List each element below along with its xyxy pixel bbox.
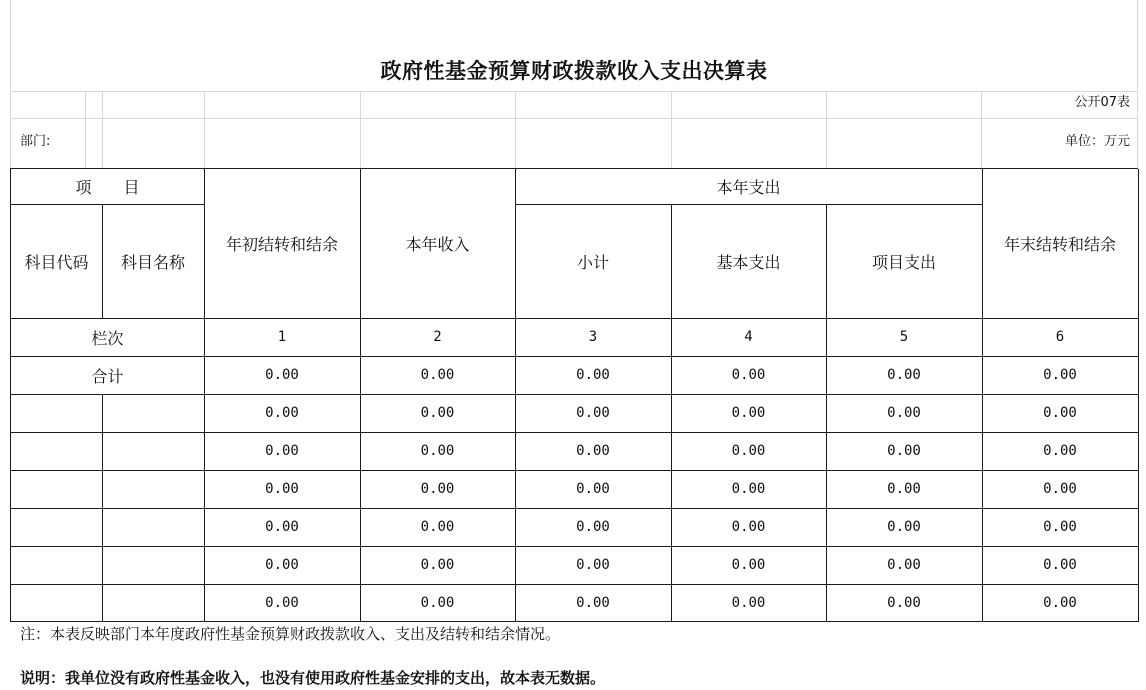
value-cell: 0.00 (515, 432, 672, 471)
header-begin-balance: 年初结转和结余 (204, 169, 361, 319)
value-cell: 0.00 (826, 584, 983, 622)
grid-line (826, 92, 827, 168)
grid-line (204, 92, 205, 168)
value-cell: 0.00 (360, 432, 516, 471)
column-index: 2 (360, 318, 516, 357)
column-index: 6 (982, 318, 1139, 357)
subject-name-cell (102, 432, 205, 471)
table-note: 注：本表反映部门本年度政府性基金预算财政拨款收入、支出及结转和结余情况。 (20, 625, 561, 643)
header-subtotal: 小计 (515, 204, 672, 319)
value-cell: 0.00 (826, 394, 983, 433)
value-cell: 0.00 (982, 394, 1139, 433)
explanation-text: 说明：我单位没有政府性基金收入，也没有使用政府性基金安排的支出，故本表无数据。 (20, 669, 606, 687)
value-cell: 0.00 (671, 394, 827, 433)
grid-line (360, 92, 361, 168)
grid-line (515, 92, 516, 168)
subject-code-cell (11, 432, 103, 471)
report-title: 政府性基金预算财政拨款收入支出决算表 (380, 58, 768, 83)
header-project: 项 目 (11, 169, 205, 205)
header-expenditure: 本年支出 (515, 169, 983, 205)
value-cell: 0.00 (826, 508, 983, 547)
value-cell: 0.00 (671, 584, 827, 622)
header-subject-code: 科目代码 (11, 204, 103, 319)
grid-line (981, 92, 982, 168)
grid-line (671, 92, 672, 168)
column-index: 5 (826, 318, 983, 357)
subject-code-cell (11, 584, 103, 622)
value-cell: 0.00 (360, 584, 516, 622)
value-cell: 0.00 (982, 584, 1139, 622)
value-cell: 0.00 (204, 508, 361, 547)
value-cell: 0.00 (515, 584, 672, 622)
subject-name-cell (102, 394, 205, 433)
value-cell: 0.00 (360, 508, 516, 547)
value-cell: 0.00 (982, 508, 1139, 547)
header-subject-name: 科目名称 (102, 204, 205, 319)
value-cell: 0.00 (826, 470, 983, 509)
grid-line (10, 91, 1138, 92)
value-cell: 0.00 (204, 470, 361, 509)
value-cell: 0.00 (515, 546, 672, 585)
total-value-cell: 0.00 (826, 356, 983, 395)
subject-name-cell (102, 470, 205, 509)
value-cell: 0.00 (982, 432, 1139, 471)
header-basic-expenditure: 基本支出 (671, 204, 827, 319)
value-cell: 0.00 (515, 508, 672, 547)
value-cell: 0.00 (826, 432, 983, 471)
total-value-cell: 0.00 (982, 356, 1139, 395)
total-value-cell: 0.00 (515, 356, 672, 395)
value-cell: 0.00 (982, 546, 1139, 585)
subject-name-cell (102, 546, 205, 585)
column-index: 3 (515, 318, 672, 357)
subject-code-cell (11, 470, 103, 509)
header-income: 本年收入 (360, 169, 516, 319)
column-index-label: 栏次 (11, 318, 205, 357)
header-project-expenditure: 项目支出 (826, 204, 983, 319)
subject-code-cell (11, 546, 103, 585)
department-label: 部门: (20, 134, 51, 149)
subject-code-cell (11, 394, 103, 433)
grid-line (10, 118, 1138, 119)
total-value-cell: 0.00 (671, 356, 827, 395)
value-cell: 0.00 (515, 394, 672, 433)
subject-name-cell (102, 584, 205, 622)
header-end-balance: 年末结转和结余 (982, 169, 1139, 319)
value-cell: 0.00 (360, 546, 516, 585)
value-cell: 0.00 (204, 546, 361, 585)
subject-name-cell (102, 508, 205, 547)
value-cell: 0.00 (671, 508, 827, 547)
column-index: 1 (204, 318, 361, 357)
value-cell: 0.00 (671, 546, 827, 585)
value-cell: 0.00 (671, 470, 827, 509)
total-value-cell: 0.00 (360, 356, 516, 395)
value-cell: 0.00 (360, 470, 516, 509)
value-cell: 0.00 (204, 432, 361, 471)
value-cell: 0.00 (515, 470, 672, 509)
grid-line (102, 92, 103, 168)
value-cell: 0.00 (204, 584, 361, 622)
grid-line (85, 92, 86, 168)
value-cell: 0.00 (982, 470, 1139, 509)
value-cell: 0.00 (204, 394, 361, 433)
value-cell: 0.00 (671, 432, 827, 471)
unit-label: 单位：万元 (1064, 134, 1130, 149)
column-index: 4 (671, 318, 827, 357)
value-cell: 0.00 (826, 546, 983, 585)
value-cell: 0.00 (360, 394, 516, 433)
subject-code-cell (11, 508, 103, 547)
total-value-cell: 0.00 (204, 356, 361, 395)
total-label: 合计 (11, 356, 205, 395)
budget-table (10, 168, 1138, 622)
form-number: 公开07表 (1074, 95, 1130, 110)
